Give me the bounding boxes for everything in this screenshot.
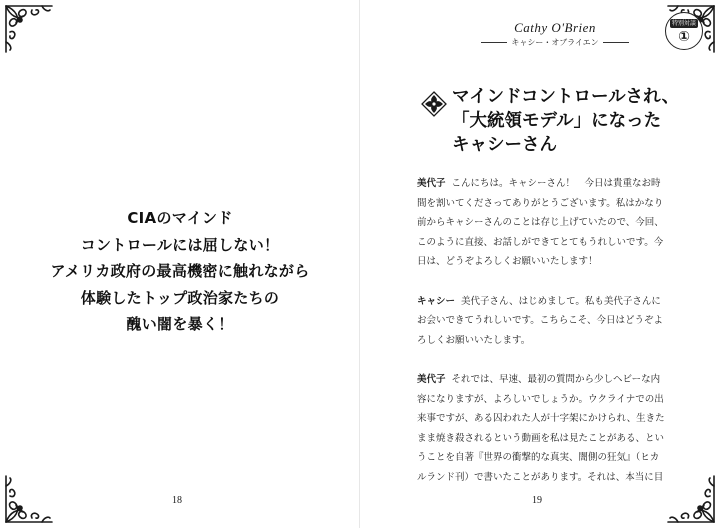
tagline-line: CIAのマインド xyxy=(127,209,233,227)
text-line: 前からキャシーさんのことは存じ上げていたので、今回、 xyxy=(417,217,664,229)
chapter-title-line: キャシーさん xyxy=(452,135,557,155)
dialogue-paragraph xyxy=(417,370,699,488)
text-line: ろしくお願いいたします。 xyxy=(417,334,531,346)
right-page xyxy=(360,0,720,528)
tagline xyxy=(0,205,360,338)
line-text: それでは、早速、最初の質問から少しヘビーな内 xyxy=(451,373,661,385)
chapter-title-line: 「大統領モデル」になった xyxy=(452,111,662,131)
text-line: ルランド刊）で書いたことがあります。それは、本当に目 xyxy=(417,471,664,483)
author-signature: Cathy O'Brien xyxy=(514,20,596,35)
tagline-line: 醜い闇を暴く！ xyxy=(126,315,234,333)
page-number: 18 xyxy=(172,495,182,506)
chapter-title xyxy=(452,85,702,157)
speaker-name: 美代子 xyxy=(417,178,446,189)
text-line: まま焼き殺されるという動画を私は見たことがある、とい xyxy=(417,432,665,444)
text-line: うことを自著『世界の衝撃的な真実、闇側の狂気』（ヒカ xyxy=(417,452,660,464)
ornament-flower-icon xyxy=(420,90,448,118)
text-line: このように直接、お話しができてとてもうれしいです。今 xyxy=(417,236,664,248)
text-line: 容になりますが、よろしいでしょうか。ウクライナでの出 xyxy=(417,393,664,405)
tagline-line: 体験したトップ政治家たちの xyxy=(80,288,280,307)
chapter-title-line: マインドコントロールされ、 xyxy=(452,87,680,107)
author-name-row xyxy=(475,37,635,48)
running-header xyxy=(475,20,635,48)
text-line: お会いできてうれしいです。こちらこそ、今日はどうぞよ xyxy=(417,315,664,327)
badge-label: 特別対談 xyxy=(671,20,696,27)
badge-number: ① xyxy=(678,29,690,45)
divider xyxy=(603,42,629,43)
line-text: 美代子さん、はじめまして。私も美代子さんに xyxy=(461,295,661,307)
text-line: 間を割いてくださってありがとうございます。私はかなり xyxy=(417,197,664,209)
corner-ornament-icon xyxy=(2,2,56,56)
dialogue-paragraph xyxy=(417,292,699,351)
speaker-name: キャシー xyxy=(417,295,456,307)
text-line: 来事ですが、ある囚われた人が十字架にかけられ、生きた xyxy=(417,413,665,425)
divider xyxy=(481,42,507,43)
dialogue-paragraph xyxy=(417,174,699,272)
text-line: 日は、どうぞよろしくお願いいたします！ xyxy=(417,256,598,268)
chapter-badge xyxy=(665,12,703,50)
dialogue-body xyxy=(417,174,699,507)
speaker-name: 美代子 xyxy=(417,373,446,385)
author-katakana: キャシー・オブライエン xyxy=(511,38,599,47)
line-text: こんにちは。キャシーさん！ 今日は貴重なお時 xyxy=(451,178,661,189)
text-line xyxy=(417,370,699,390)
tagline-line: コントロールには屈しない！ xyxy=(80,235,280,254)
text-line xyxy=(417,292,699,312)
page-number: 19 xyxy=(532,495,542,506)
tagline-line: アメリカ政府の最高機密に触れながら xyxy=(50,262,310,280)
corner-ornament-icon xyxy=(2,472,56,526)
text-line xyxy=(417,174,699,194)
